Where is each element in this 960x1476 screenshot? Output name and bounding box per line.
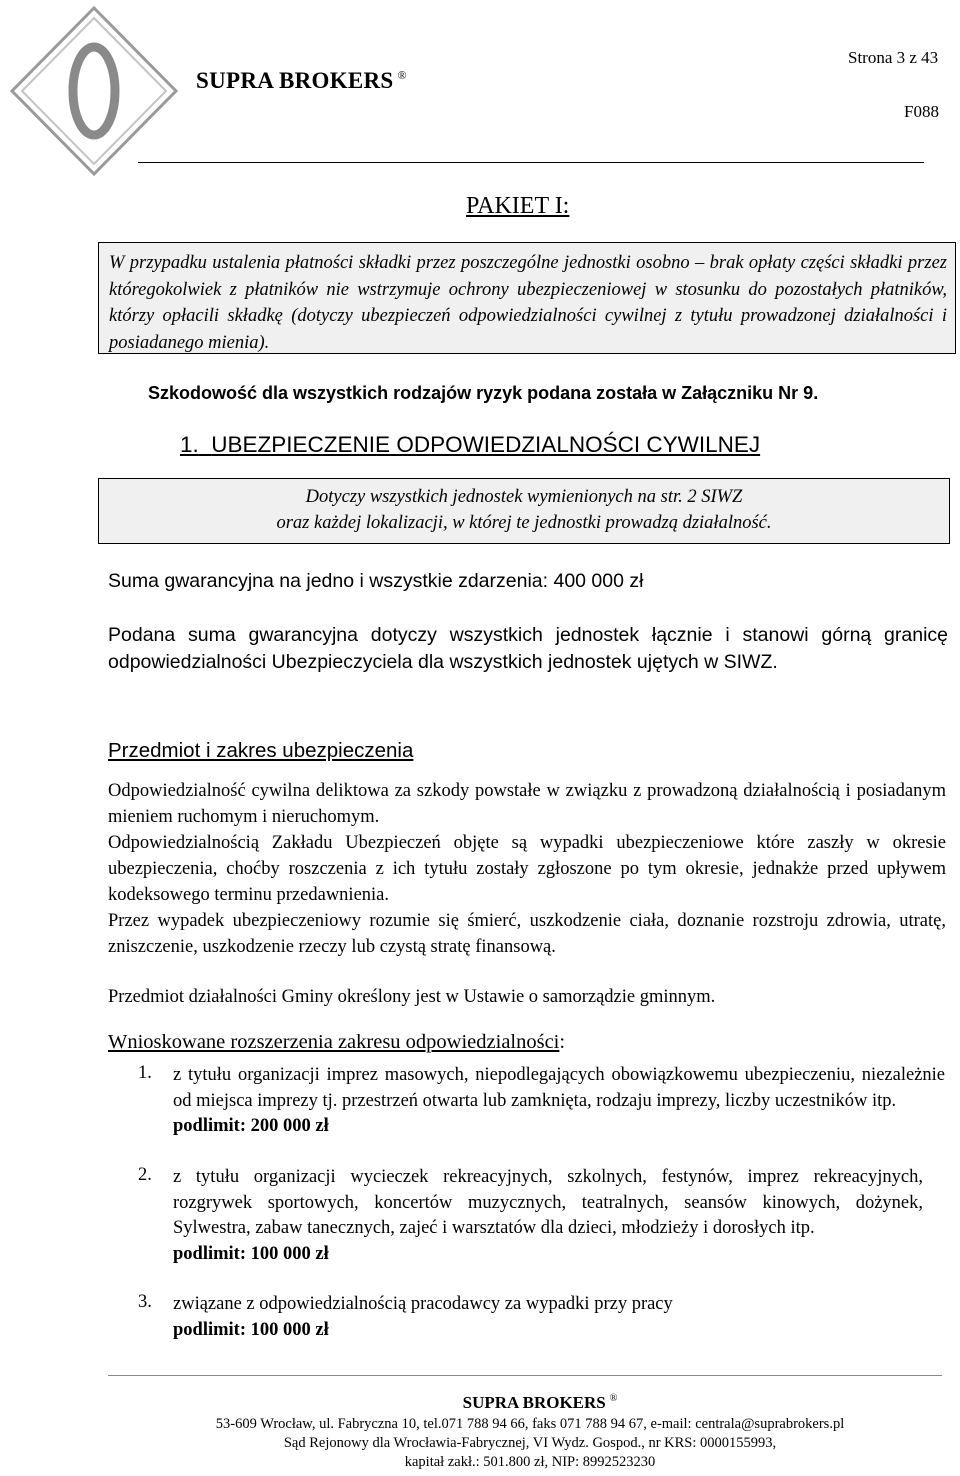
insurance-heading: 1. UBEZPIECZENIE ODPOWIEDZIALNOŚCI CYWILNEJ xyxy=(180,432,761,457)
extension-item-2 xyxy=(173,1165,923,1267)
footer-capital: kapitał zakł.: 501.800 zł, NIP: 8992523230 xyxy=(404,1454,656,1470)
header-brand: SUPRA BROKERS ® xyxy=(196,68,407,93)
supra-brokers-logo xyxy=(4,2,184,180)
extension-item-1 xyxy=(173,1063,945,1140)
sum-note: Podana suma gwarancyjna dotyczy wszystkich jednostek łącznie i stanowi górną granicę odpowiedzialności Ubezpieczyciela dla wszystkich jednostek ujętych w SIWZ. xyxy=(108,624,948,673)
sum-insured: Suma gwarancyjna na jedno i wszystkie zdarzenia: 400 000 zł xyxy=(108,570,644,592)
footer-brand: SUPRA BROKERS ® xyxy=(462,1393,618,1412)
claims-note: Szkodowość dla wszystkich rodzajów ryzyk podana została w Załączniku Nr 9. xyxy=(148,383,819,403)
extension-item-3-text: związane z odpowiedzialnością pracodawcy za wypadki przy pracy xyxy=(173,1294,673,1314)
page-indicator: Strona 3 z 43 xyxy=(848,48,939,67)
form-code: F088 xyxy=(904,102,939,121)
subject-para-3: Przez wypadek ubezpieczeniowy rozumie się śmierć, uszkodzenie ciała, doznanie rozstroju zdrowia, utratę, zniszczenie, uszkodzenie rzeczy lub czystą stratę finansową. xyxy=(108,911,946,957)
header-rule xyxy=(138,162,924,163)
extension-item-3-number: 3. xyxy=(138,1292,152,1312)
subject-para-2: Odpowiedzialnością Zakładu Ubezpieczeń objęte są wypadki ubezpieczeniowe które zaszły w okresie ubezpieczenia, choćby roszczenia z ich tytułu zostały zgłoszone po tym okresie, jednakże przed upływem kodeksowego terminu przedawnienia. xyxy=(108,833,946,905)
extensions-heading: Wnioskowane rozszerzenia zakresu odpowiedzialności: xyxy=(108,1031,566,1053)
extension-item-2-limit: podlimit: 100 000 zł xyxy=(173,1243,329,1264)
footer-address: 53-609 Wrocław, ul. Fabryczna 10, tel.071 788 94 66, faks 071 788 94 67, e-mail: centrala@suprabrokers.pl xyxy=(215,1416,845,1432)
payment-notice-text: W przypadku ustalenia płatności składki przez poszczególne jednostki osobno – brak opłaty części składki przez któregokolwiek z płatników nie wstrzymuje ochrony ubezpieczeniowej w stosunku do pozostałych płatników, którzy opłacili składkę (dotyczy ubezpieczeń odpowiedzialności cywilnej z tytułu prowadzonej działalności i posiadanego mienia). xyxy=(109,253,947,353)
scope-line-2: oraz każdej lokalizacji, w której te jednostki prowadzą działalność. xyxy=(276,513,772,533)
scope-line-1: Dotyczy wszystkich jednostek wymienionych na str. 2 SIWZ xyxy=(305,487,743,507)
extension-item-1-text: z tytułu organizacji imprez masowych, niepodlegających obowiązkowemu ubezpieczeniu, niezależnie od miejsca imprezy tj. przestrzeń otwarta lub zamknięta, rodzaju imprezy, liczby uczestników itp. xyxy=(173,1065,945,1111)
subject-para-1: Odpowiedzialność cywilna deliktowa za szkody powstałe w związku z prowadzoną działalnością i posiadanym mieniem ruchomym i nieruchomym. xyxy=(108,781,946,827)
footer-rule xyxy=(108,1375,942,1376)
scope-box xyxy=(98,478,950,544)
extension-item-1-number: 1. xyxy=(138,1063,152,1083)
extension-item-2-number: 2. xyxy=(138,1165,152,1185)
payment-notice-box xyxy=(98,242,956,354)
subject-para-4: Przedmiot działalności Gminy określony jest w Ustawie o samorządzie gminnym. xyxy=(108,987,716,1007)
extension-item-3 xyxy=(173,1292,945,1343)
footer-court: Sąd Rejonowy dla Wrocławia-Fabrycznej, VI Wydz. Gospod., nr KRS: 0000155993, xyxy=(283,1435,777,1451)
extension-item-1-limit: podlimit: 200 000 zł xyxy=(173,1116,329,1136)
subject-heading: Przedmiot i zakres ubezpieczenia xyxy=(108,739,414,762)
extension-item-3-limit: podlimit: 100 000 zł xyxy=(173,1319,329,1340)
extension-item-2-text: z tytułu organizacji wycieczek rekreacyjnych, szkolnych, festynów, imprez rekreacyjnych, rozgrywek sportowych, koncertów muzycznych, teatralnych, seansów kinowych, dożynek, Sylwestra, zabaw tanecznych, zajeć i warsztatów dla dzieci, młodzieży i dorosłych itp. xyxy=(173,1167,923,1238)
section-title: PAKIET I: xyxy=(466,193,570,219)
